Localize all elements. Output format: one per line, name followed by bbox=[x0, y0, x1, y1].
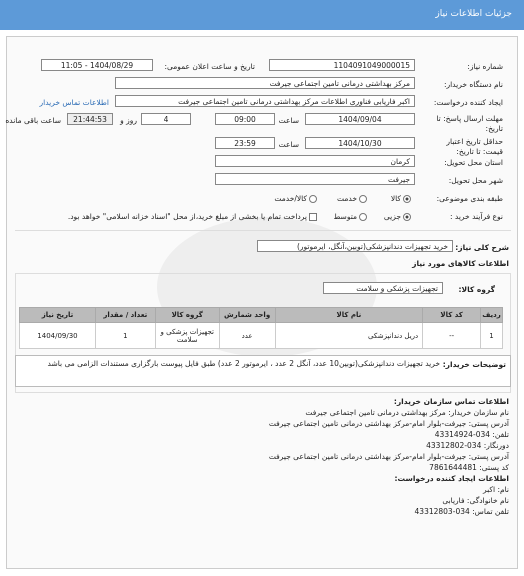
contact-line: دورنگار: 034-43312802 bbox=[426, 441, 509, 450]
details-panel bbox=[6, 36, 518, 569]
buyer-field: مرکز بهداشتی درمانی تامین اجتماعی جیرفت bbox=[115, 77, 415, 89]
days-field: 4 bbox=[141, 113, 191, 125]
need-number-label: شماره نیاز: bbox=[467, 62, 503, 71]
contact-line: تلفن تماس: 034-43312803 bbox=[414, 507, 509, 516]
process-label: نوع فرآیند خرید : bbox=[449, 212, 503, 221]
creator-label: ایجاد کننده درخواست: bbox=[433, 98, 503, 107]
contact-line: تلفن: 034-43314924 bbox=[434, 430, 509, 439]
buyer-notes-text: خرید تجهیزات دندانپزشکی(توبین10 عدد، آنگل 2 عدد ، ایرموتور 2 عدد) طبق فایل پیوست بارگزاری مستندات الزامی می باشد bbox=[47, 359, 440, 368]
cell-date: 1404/09/30 bbox=[20, 323, 96, 349]
buyer-label: نام دستگاه خریدار: bbox=[443, 80, 503, 89]
buyer-notes-label: توضیحات خریدار: bbox=[442, 360, 506, 369]
days-label: روز و bbox=[120, 116, 137, 125]
page-header bbox=[0, 0, 524, 30]
goods-table bbox=[19, 307, 503, 349]
validity-time-field: 23:59 bbox=[215, 137, 275, 149]
category-option-service[interactable]: خدمت bbox=[337, 194, 367, 203]
city-label: شهر محل تحویل: bbox=[448, 176, 503, 185]
contact-title: اطلاعات تماس سازمان خریدار: bbox=[393, 397, 509, 406]
process-option-medium[interactable]: متوسط bbox=[333, 212, 367, 221]
contact-line: نام خانوادگی: فاریابی bbox=[442, 496, 509, 505]
buyer-notes-box bbox=[15, 355, 511, 387]
category-label: طبقه بندی موضوعی: bbox=[436, 194, 503, 203]
need-number-field: 1104091049000015 bbox=[269, 59, 415, 71]
contact-line: اطلاعات ایجاد کننده درخواست: bbox=[394, 474, 509, 483]
divider bbox=[15, 230, 511, 231]
col-header-code: کد کالا bbox=[423, 308, 481, 323]
contact-line: نام: اکبر bbox=[483, 485, 509, 494]
validity-label-2: قیمت: تا تاریخ: bbox=[456, 147, 503, 156]
col-header-group: گروه کالا bbox=[155, 308, 219, 323]
deadline-label: مهلت ارسال پاسخ: تا bbox=[436, 114, 503, 123]
cell-unit: عدد bbox=[219, 323, 275, 349]
deadline-date-label: تاریخ: bbox=[485, 124, 503, 133]
validity-label-1: حداقل تاریخ اعتبار bbox=[446, 137, 503, 146]
city-field: جیرفت bbox=[215, 173, 415, 185]
col-header-unit: واحد شمارش bbox=[219, 308, 275, 323]
province-field: کرمان bbox=[215, 155, 415, 167]
contact-line: نام سازمان خریدار: مرکز بهداشتی درمانی تامین اجتماعی جیرفت bbox=[305, 408, 509, 417]
cell-name: دریل دندانپزشکی bbox=[275, 323, 423, 349]
remaining-label: ساعت باقی مانده bbox=[5, 116, 61, 125]
cell-qty: 1 bbox=[95, 323, 155, 349]
contact-line: آدرس پستی: جیرفت-بلوار امام-مرکز بهداشتی درمانی تامین اجتماعی جیرفت bbox=[268, 452, 509, 461]
buyer-contact-link[interactable]: اطلاعات تماس خریدار bbox=[39, 98, 109, 107]
cell-group: تجهیزات پزشکی و سلامت bbox=[155, 323, 219, 349]
validity-date-field: 1404/10/30 bbox=[305, 137, 415, 149]
radio-icon bbox=[309, 195, 317, 203]
announce-field: 1404/08/29 - 11:05 bbox=[41, 59, 153, 71]
radio-selected-icon bbox=[403, 213, 411, 221]
radio-icon bbox=[359, 213, 367, 221]
cell-row: 1 bbox=[481, 323, 503, 349]
category-option-both[interactable]: کالا/خدمت bbox=[274, 194, 317, 203]
col-header-date: تاریخ نیاز bbox=[20, 308, 96, 323]
goods-group-field: تجهیزات پزشکی و سلامت bbox=[323, 282, 443, 294]
province-label: استان محل تحویل: bbox=[444, 158, 503, 167]
creator-field: اکبر فاریابی فناوری اطلاعات مرکز بهداشتی درمانی تامین اجتماعی جیرفت bbox=[115, 95, 415, 107]
col-header-qty: تعداد / مقدار bbox=[95, 308, 155, 323]
contact-line: کد پستی: 7861644481 bbox=[429, 463, 509, 472]
category-option-goods[interactable]: کالا bbox=[391, 194, 411, 203]
radio-selected-icon bbox=[403, 195, 411, 203]
summary-label: شرح کلی نیاز: bbox=[455, 243, 509, 252]
summary-field: خرید تجهیزات دندانپزشکی(توبین،آنگل، ایرموتور) bbox=[257, 240, 453, 252]
treasury-payment-option[interactable]: پرداخت تمام یا بخشی از مبلغ خرید،از محل "اسناد خزانه اسلامی" خواهد بود. bbox=[68, 212, 317, 221]
goods-group-label: گروه کالا: bbox=[458, 285, 495, 294]
cell-code: -- bbox=[423, 323, 481, 349]
table-row bbox=[20, 323, 503, 349]
deadline-time-field: 09:00 bbox=[215, 113, 275, 125]
col-header-row: ردیف bbox=[481, 308, 503, 323]
process-option-minor[interactable]: جزیی bbox=[384, 212, 411, 221]
contact-line: آدرس پستی: جیرفت-بلوار امام-مرکز بهداشتی درمانی تامین اجتماعی جیرفت bbox=[268, 419, 509, 428]
deadline-time-label: ساعت bbox=[278, 116, 299, 125]
col-header-name: نام کالا bbox=[275, 308, 423, 323]
page-title: جزئیات اطلاعات نیاز bbox=[435, 9, 512, 19]
deadline-date-field: 1404/09/04 bbox=[305, 113, 415, 125]
remaining-time-field: 21:44:53 bbox=[67, 113, 113, 125]
checkbox-icon bbox=[309, 213, 317, 221]
radio-icon bbox=[359, 195, 367, 203]
goods-info-title: اطلاعات کالاهای مورد نیاز bbox=[412, 259, 509, 268]
validity-time-label: ساعت bbox=[278, 140, 299, 149]
announce-label: تاریخ و ساعت اعلان عمومی: bbox=[164, 62, 255, 71]
